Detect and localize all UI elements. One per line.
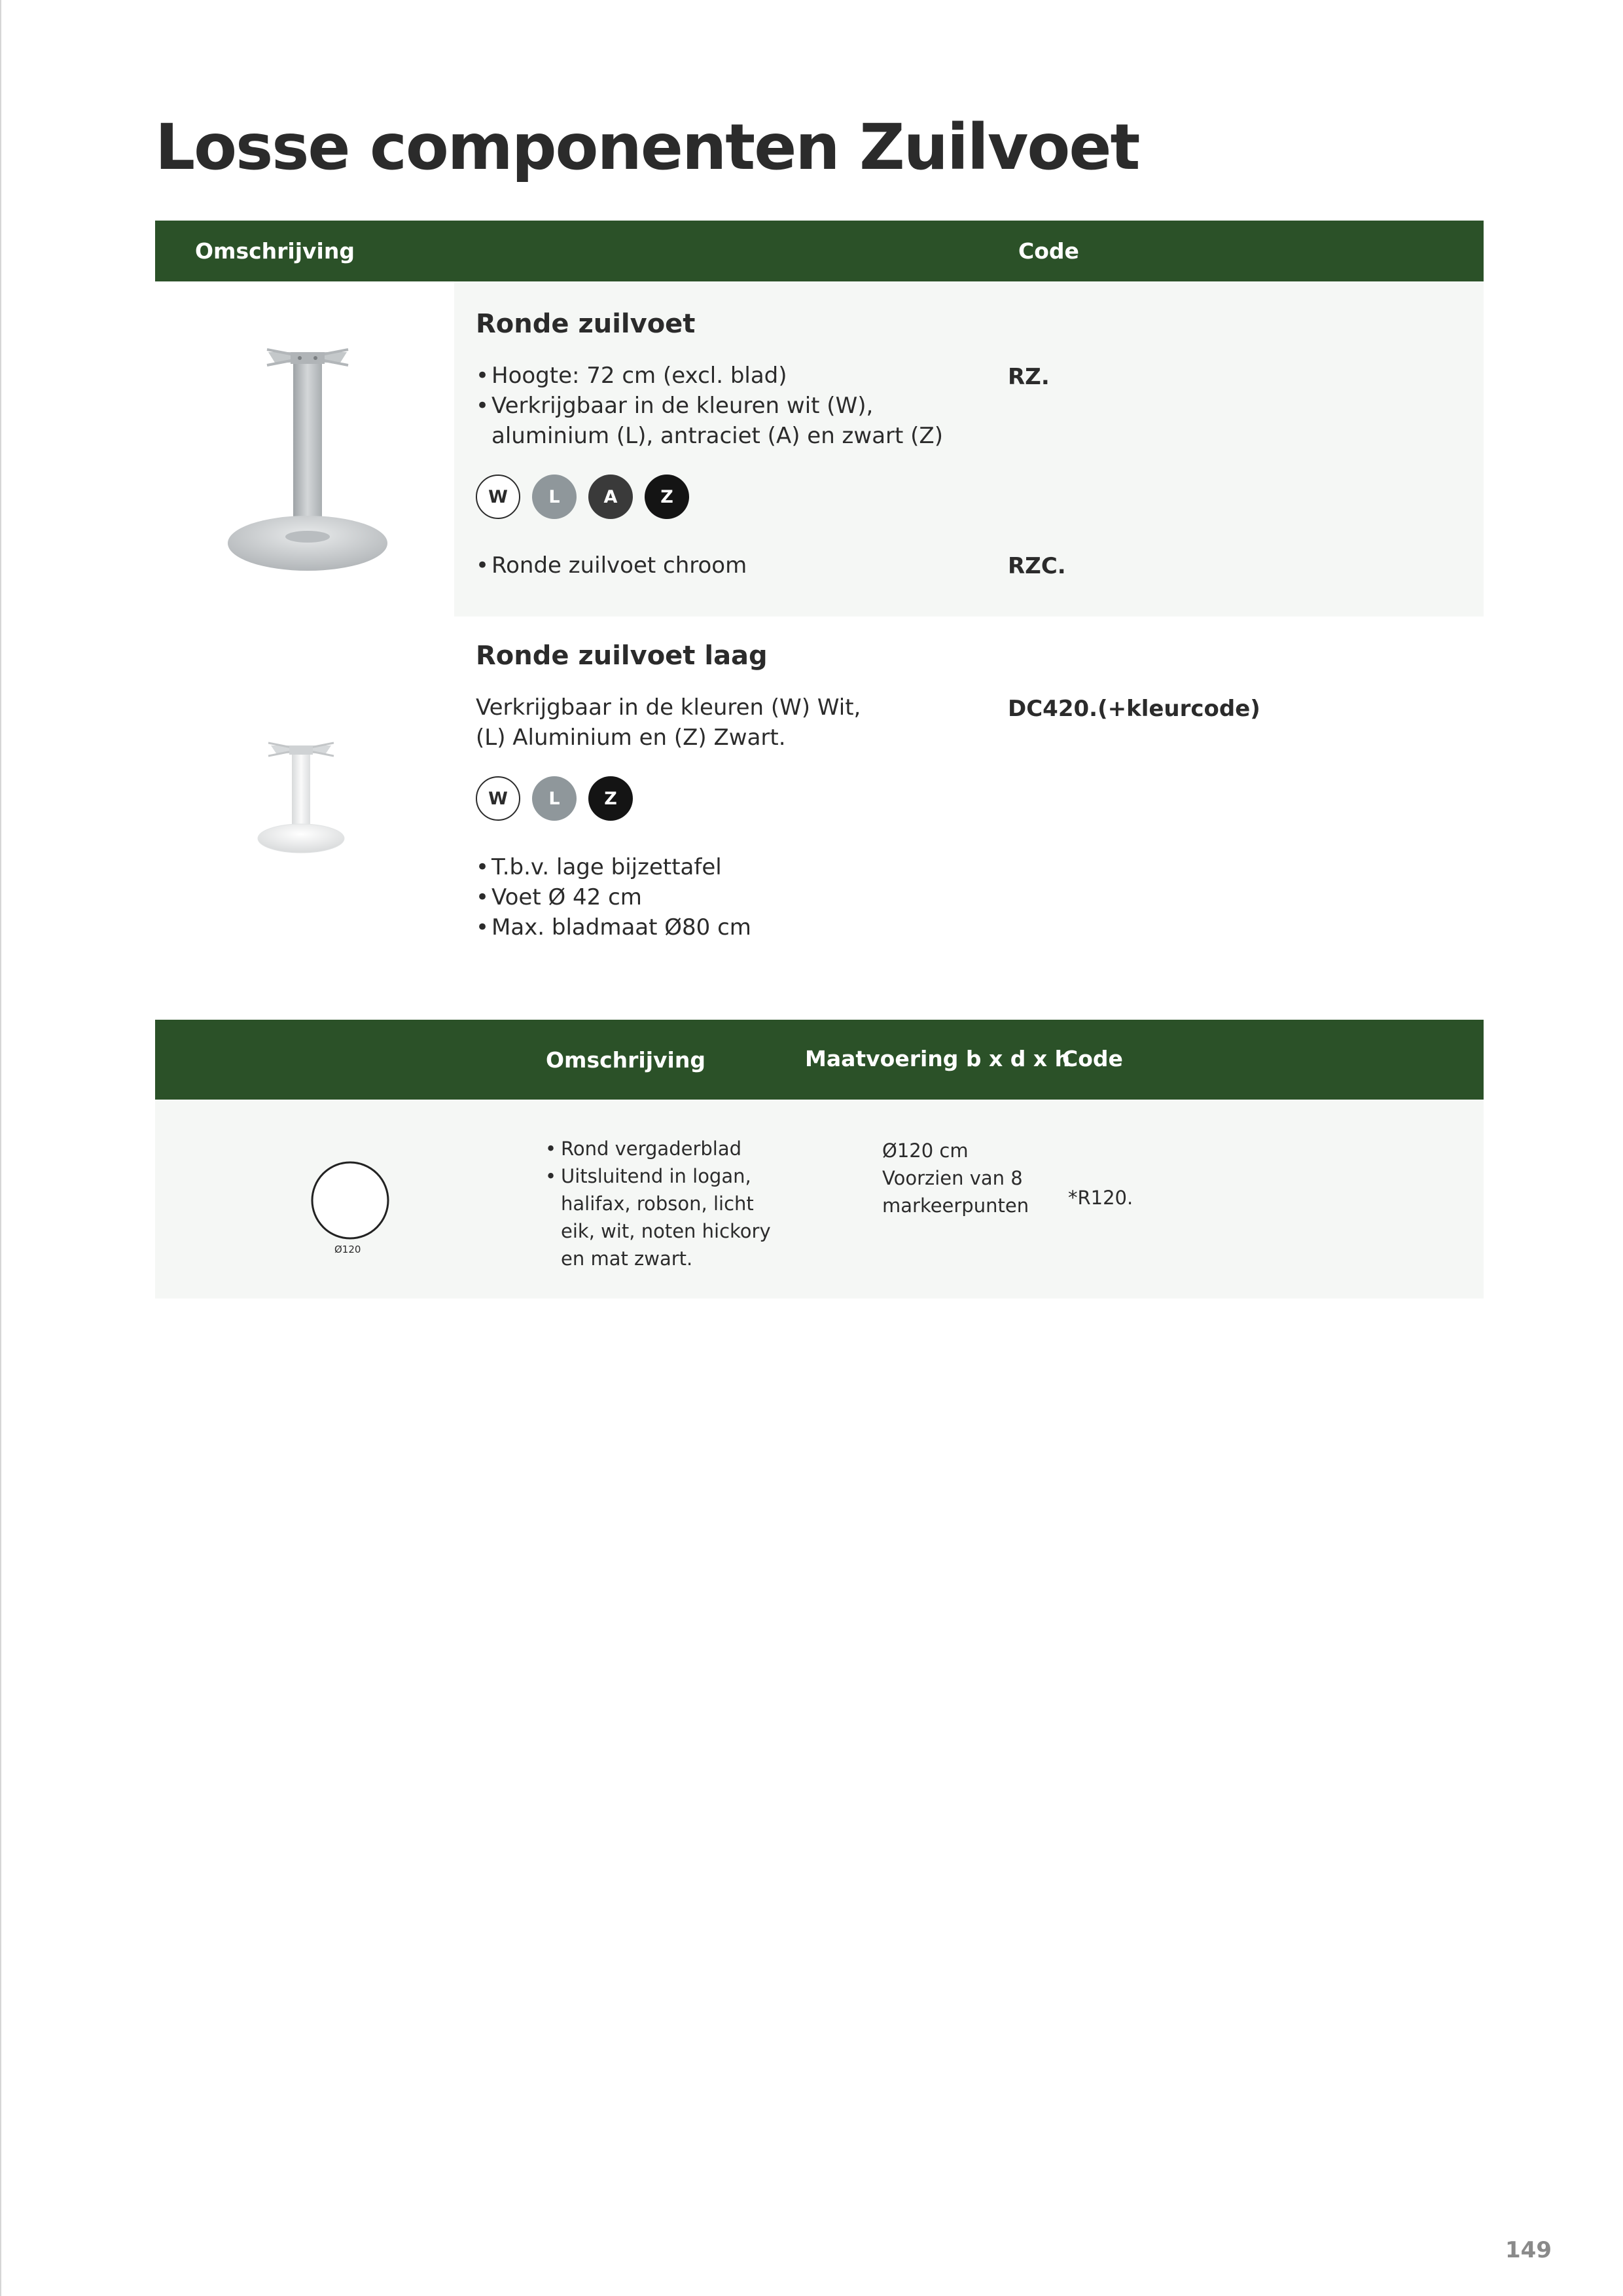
dimension-line: Ø120 cm bbox=[882, 1139, 969, 1162]
product1-variant bbox=[476, 550, 747, 581]
product2-code: DC420.(+kleurcode) bbox=[1008, 696, 1260, 722]
dimension-line: Voorzien van 8 bbox=[882, 1167, 1023, 1189]
product2-description-line: Verkrijgbaar in de kleuren (W) Wit, bbox=[476, 694, 861, 721]
base bbox=[228, 516, 387, 571]
product2-bullets bbox=[476, 852, 751, 942]
product2-bullet: • T.b.v. lage bijzettafel bbox=[476, 852, 751, 882]
product2-description-line: (L) Aluminium en (Z) Zwart. bbox=[476, 725, 786, 751]
table2-header-dimensions: Maatvoering b x d x h bbox=[805, 1046, 1071, 1071]
product1-bullets bbox=[476, 361, 943, 451]
color-swatch-antraciet: A bbox=[588, 475, 633, 519]
product2-bullet: • Voet Ø 42 cm bbox=[476, 882, 751, 912]
dimension-line: markeerpunten bbox=[882, 1194, 1029, 1217]
table1-header-description: Omschrijving bbox=[195, 238, 355, 264]
product1-color-swatches bbox=[476, 475, 689, 519]
color-swatch-black: Z bbox=[588, 776, 633, 821]
color-swatch-aluminium: L bbox=[532, 776, 577, 821]
table2-row-bullet: • Uitsluitend in logan, halifax, robson, licht eik, wit, noten hickory en mat zwart. bbox=[545, 1162, 771, 1272]
table1-header-code: Code bbox=[1018, 238, 1079, 264]
table2-row-bullet: • Rond vergaderblad bbox=[545, 1135, 771, 1162]
table2-row-dimensions bbox=[882, 1137, 1029, 1219]
round-tabletop-outline bbox=[312, 1162, 388, 1238]
product1-title: Ronde zuilvoet bbox=[476, 309, 696, 339]
table2-header-description: Omschrijving bbox=[546, 1047, 705, 1073]
color-swatch-black: Z bbox=[645, 475, 689, 519]
table2-row-bullets bbox=[545, 1135, 771, 1272]
page-number: 149 bbox=[1505, 2237, 1552, 2263]
table2-header-code: Code bbox=[1062, 1046, 1123, 1071]
column bbox=[292, 755, 310, 832]
ronde-zuilvoet-image bbox=[216, 340, 399, 579]
base bbox=[258, 824, 344, 853]
table2-row-code: *R120. bbox=[1068, 1187, 1133, 1209]
product1-variant-text: • Ronde zuilvoet chroom bbox=[476, 550, 747, 581]
column bbox=[293, 364, 322, 537]
product1-code: RZ. bbox=[1008, 364, 1050, 390]
color-swatch-white: W bbox=[476, 776, 520, 821]
spider-bracket bbox=[268, 743, 334, 756]
product2-title: Ronde zuilvoet laag bbox=[476, 641, 768, 671]
product2-description bbox=[476, 692, 861, 753]
product1-bullet: • Verkrijgbaar in de kleuren wit (W), bbox=[476, 391, 943, 421]
page-edge-rule bbox=[0, 0, 1, 2296]
table2-header bbox=[155, 1020, 1484, 1100]
product2-bullet: • Max. bladmaat Ø80 cm bbox=[476, 912, 751, 942]
diagram-diameter-label: Ø120 bbox=[334, 1244, 361, 1255]
round-tabletop-diagram bbox=[308, 1158, 393, 1257]
spider-bracket bbox=[267, 350, 348, 365]
product1-bullet: • Hoogte: 72 cm (excl. blad) bbox=[476, 361, 943, 391]
color-swatch-white: W bbox=[476, 475, 520, 519]
product1-variant-code: RZC. bbox=[1008, 553, 1066, 579]
table1-header bbox=[155, 221, 1484, 281]
ronde-zuilvoet-laag-image bbox=[249, 736, 353, 861]
product1-bullet-continuation: aluminium (L), antraciet (A) en zwart (Z) bbox=[491, 423, 943, 449]
product2-color-swatches bbox=[476, 776, 633, 821]
color-swatch-aluminium: L bbox=[532, 475, 577, 519]
page-title: Losse componenten Zuilvoet bbox=[155, 111, 1139, 184]
